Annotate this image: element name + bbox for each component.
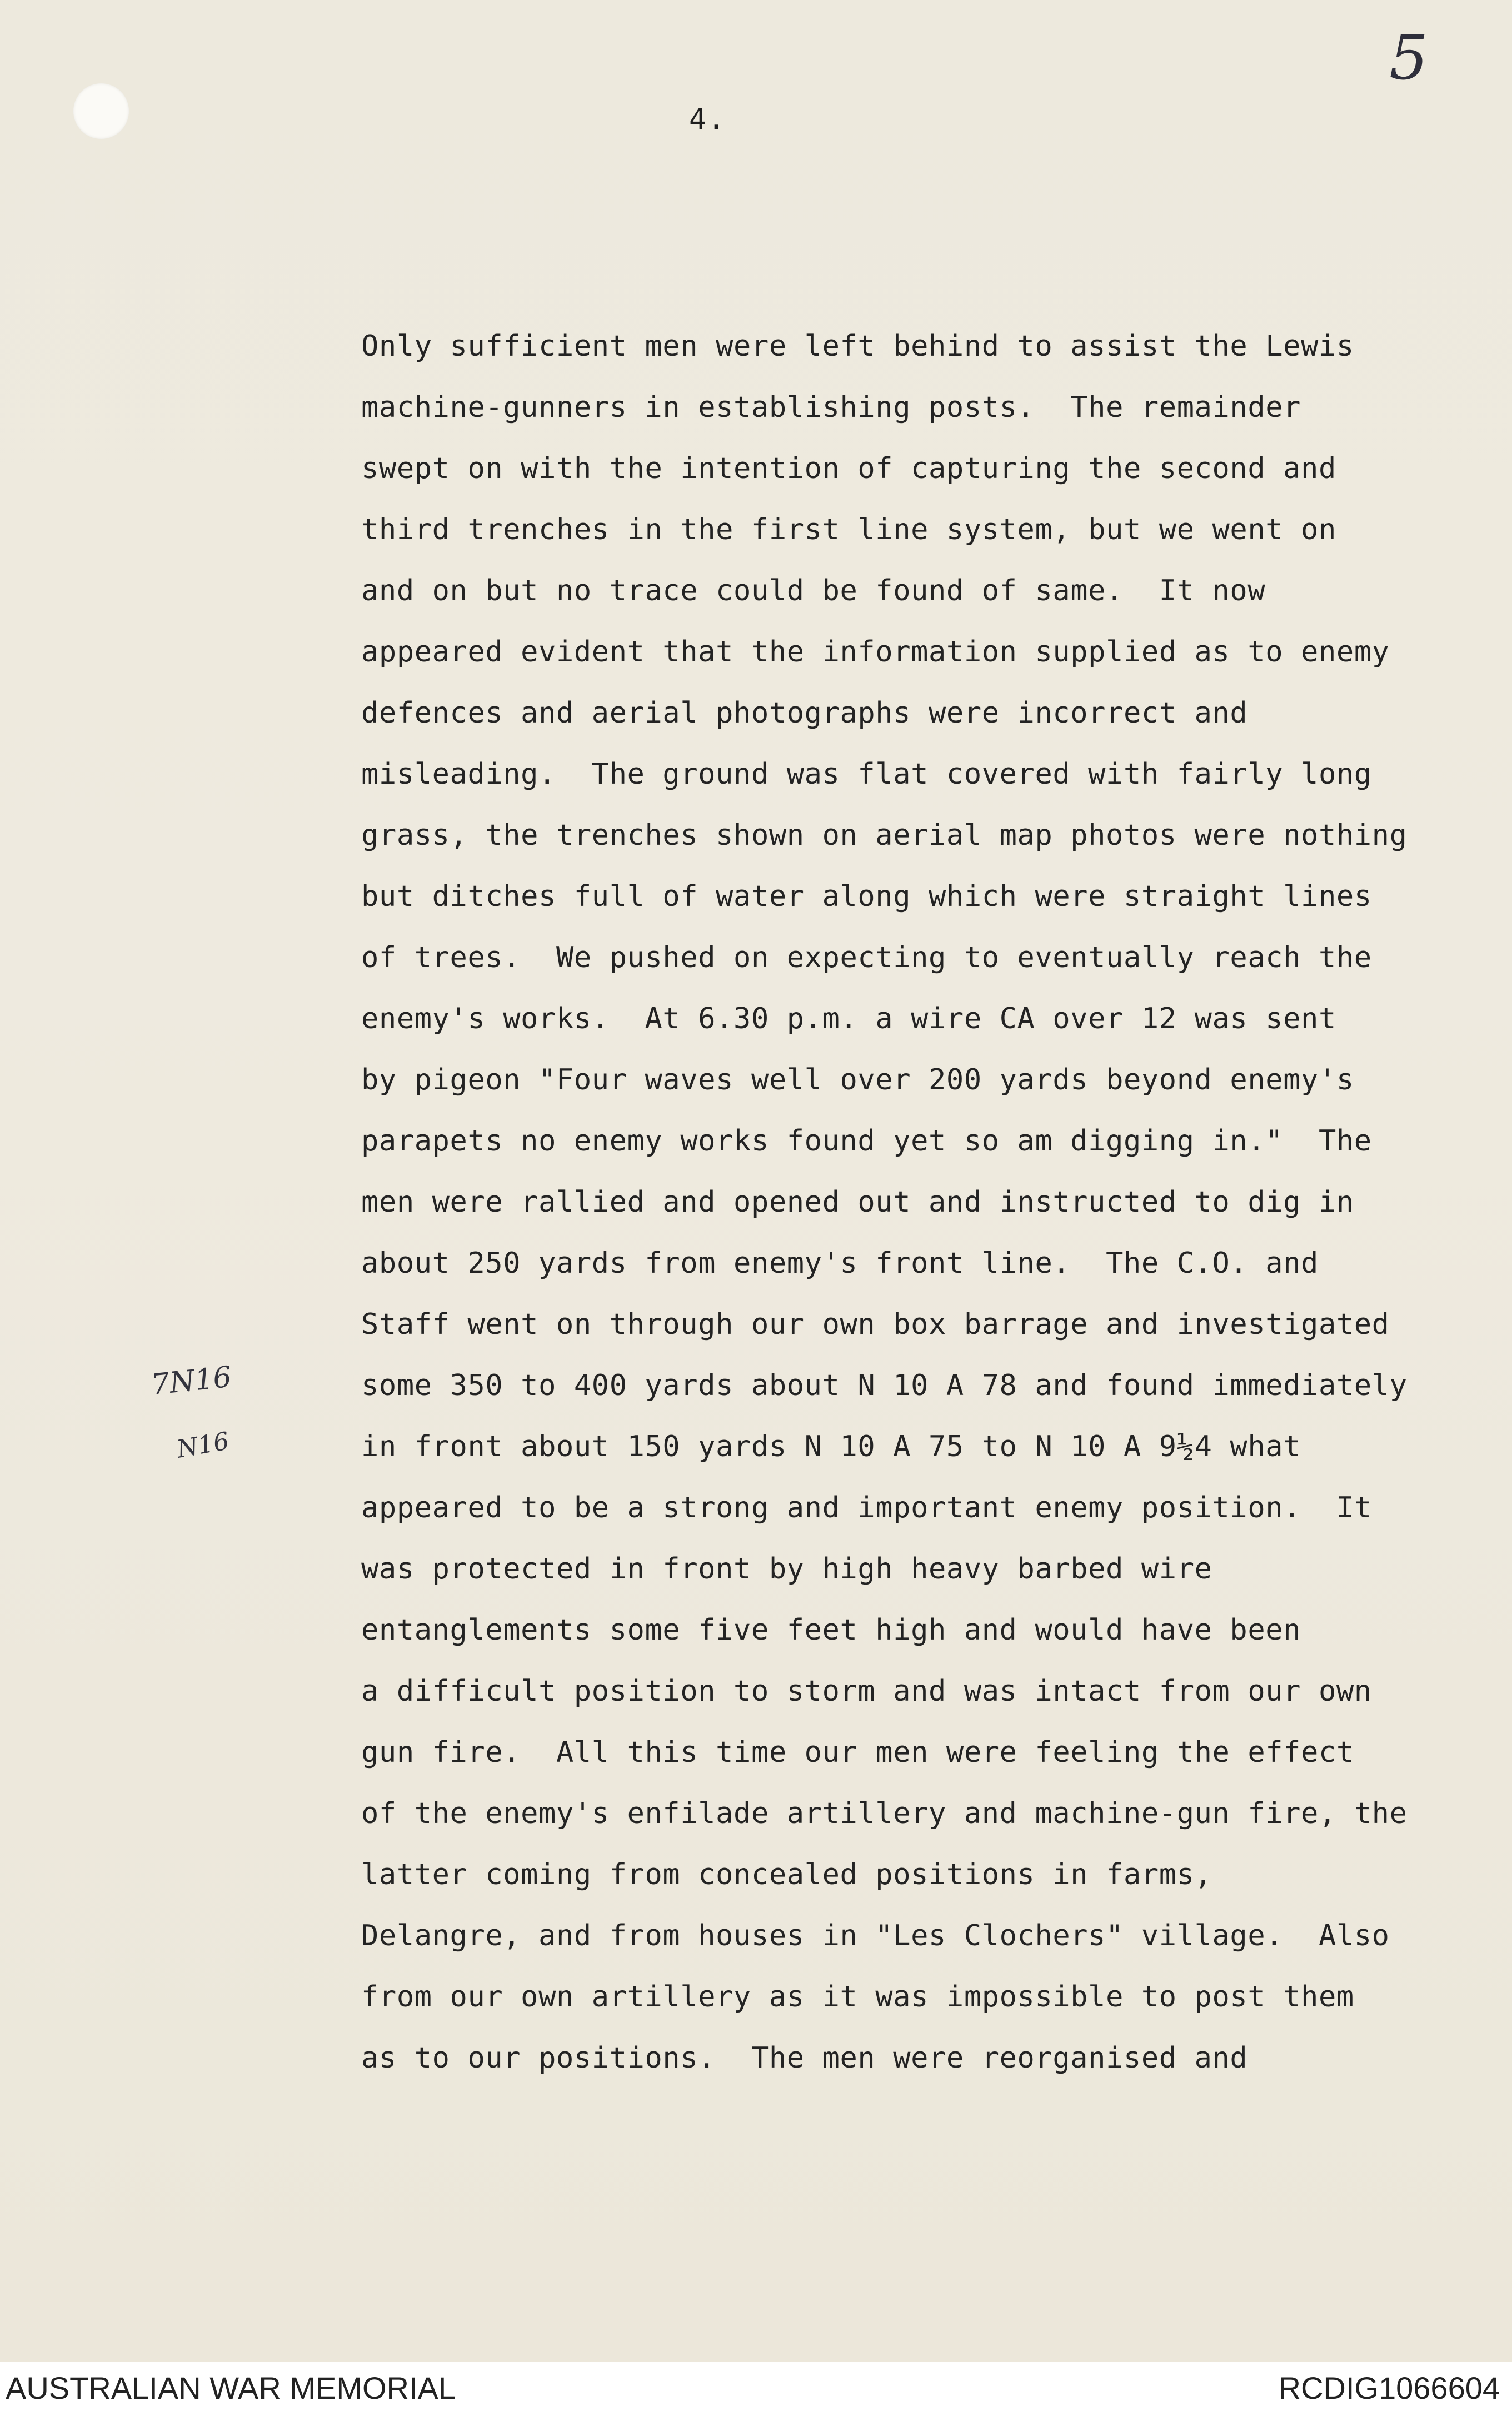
handwritten-margin-note: 7N16 bbox=[149, 1360, 233, 1402]
text-line: by pigeon "Four waves well over 200 yards beyond enemy's bbox=[361, 1063, 1354, 1097]
text-line: a difficult position to storm and was intact from our own bbox=[361, 1675, 1372, 1708]
text-line: as to our positions. The men were reorganised and bbox=[361, 2041, 1248, 2075]
text-line: and on but no trace could be found of same. It now bbox=[361, 574, 1266, 607]
text-line: parapets no enemy works found yet so am digging in." The bbox=[361, 1124, 1372, 1158]
text-line: from our own artillery as it was impossible to post them bbox=[361, 1980, 1354, 2014]
text-line: appeared to be a strong and important enemy position. It bbox=[361, 1491, 1372, 1525]
text-line: but ditches full of water along which were straight lines bbox=[361, 880, 1372, 913]
text-line: some 350 to 400 yards about N 10 A 78 and found immediately bbox=[361, 1369, 1408, 1402]
text-line: about 250 yards from enemy's front line. The C.O. and bbox=[361, 1247, 1319, 1280]
text-line: gun fire. All this time our men were feeling the effect bbox=[361, 1736, 1354, 1769]
text-line: Only sufficient men were left behind to assist the Lewis bbox=[361, 330, 1354, 363]
typed-text-body bbox=[361, 316, 1473, 2089]
text-line: men were rallied and opened out and instructed to dig in bbox=[361, 1185, 1354, 1219]
text-line: of the enemy's enfilade artillery and machine-gun fire, the bbox=[361, 1797, 1408, 1830]
text-line: latter coming from concealed positions in farms, bbox=[361, 1858, 1212, 1891]
punch-hole bbox=[73, 83, 129, 139]
institution-name: AUSTRALIAN WAR MEMORIAL bbox=[6, 2370, 456, 2405]
text-line: grass, the trenches shown on aerial map photos were nothing bbox=[361, 819, 1408, 852]
text-line: swept on with the intention of capturing the second and bbox=[361, 452, 1336, 485]
image-code: RCDIG1066604 bbox=[1278, 2370, 1500, 2405]
text-line: machine-gunners in establishing posts. The remainder bbox=[361, 391, 1301, 424]
text-line: enemy's works. At 6.30 p.m. a wire CA over 12 was sent bbox=[361, 1002, 1336, 1035]
text-line: Delangre, and from houses in "Les Clochers" village. Also bbox=[361, 1919, 1390, 1952]
text-line: of trees. We pushed on expecting to eventually reach the bbox=[361, 941, 1372, 974]
text-line: was protected in front by high heavy barbed wire bbox=[361, 1552, 1212, 1586]
text-line: misleading. The ground was flat covered with fairly long bbox=[361, 758, 1372, 791]
text-line: Staff went on through our own box barrage and investigated bbox=[361, 1308, 1390, 1341]
handwritten-margin-note: N16 bbox=[174, 1427, 232, 1464]
text-line: third trenches in the first line system, but we went on bbox=[361, 513, 1336, 546]
folio-number: 5 bbox=[1389, 22, 1428, 93]
archive-footer bbox=[0, 2362, 1512, 2411]
text-line: defences and aerial photographs were incorrect and bbox=[361, 696, 1248, 730]
text-line: appeared evident that the information supplied as to enemy bbox=[361, 635, 1390, 669]
page-number: 4. bbox=[689, 103, 726, 136]
text-line: in front about 150 yards N 10 A 75 to N 10 A 9½4 what bbox=[361, 1430, 1301, 1463]
text-line: entanglements some five feet high and would have been bbox=[361, 1613, 1301, 1647]
